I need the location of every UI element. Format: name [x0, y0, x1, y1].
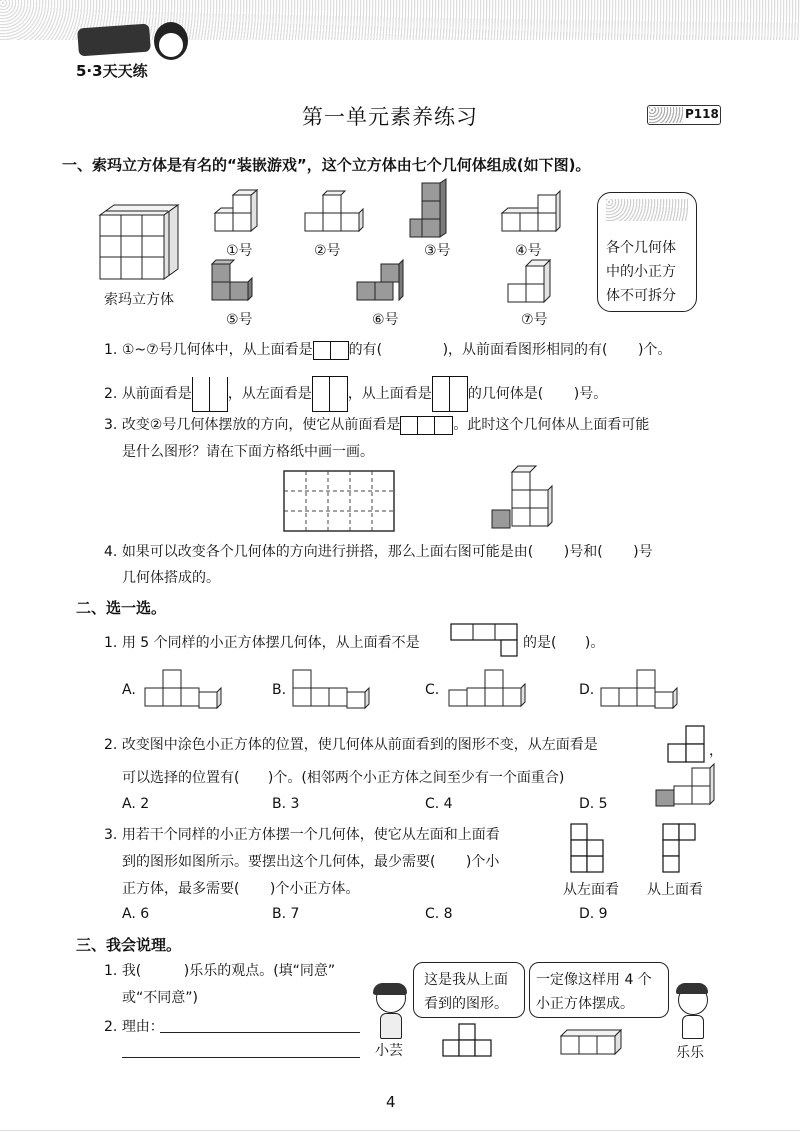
s3-q1-text-b: )乐乐的观点。(填“同意”	[183, 963, 336, 979]
s2-q3-line1	[104, 824, 500, 844]
s2-q2-figure	[656, 766, 716, 810]
s2-q3-text-line3a: 正方体，最多需要(	[122, 881, 240, 897]
s3-q2-text-a: 理由：	[121, 1019, 164, 1035]
piece-2-figure	[305, 193, 365, 238]
s1-q4-line2: 几何体搭成的。	[122, 570, 220, 586]
s1-q2-text-b: ，从左面看是	[227, 386, 312, 402]
xiaoyun-top-view-shape	[441, 1022, 497, 1060]
logo-badge	[77, 24, 151, 57]
s2-q1-option-b-figure	[293, 668, 373, 710]
s2-q2-line2	[122, 767, 564, 787]
piece-5-label: ⑤号	[226, 312, 253, 328]
boy-lele-icon	[672, 985, 712, 1041]
s2-q2-option-c[interactable]: C. 4	[425, 796, 453, 812]
bubble-lele-line2: 小正方体摆成。	[536, 996, 634, 1012]
s1-q2	[104, 376, 607, 412]
s3-reason-line-2[interactable]	[122, 1057, 360, 1058]
piece-7-label: ⑦号	[521, 312, 548, 328]
brand-logo	[70, 20, 190, 88]
note-line-2: 中的小正方	[606, 264, 676, 280]
s1-q4-text-c: )号	[633, 544, 653, 560]
note-line-1: 各个几何体	[606, 240, 676, 256]
logo-text: 5·3天天练	[76, 62, 148, 80]
s1-q1	[104, 339, 671, 360]
s1-q3-text-b: 。此时这个几何体从上面看可能	[453, 417, 650, 433]
s1-q2-front-view-shape	[192, 377, 228, 412]
s1-combined-figure	[490, 468, 560, 530]
s3-q1-line2: 或“不同意”)	[122, 990, 198, 1006]
s2-q1-top-view-shape	[451, 624, 521, 658]
s2-q2-text-a: 改变图中涂色小正方体的位置，使几何体从前面看到的图形不变，从左面看是	[121, 737, 598, 753]
s3-reason-line-1[interactable]	[160, 1032, 360, 1033]
s1-q3-text-a: 改变②号几何体摆放的方向，使它从前面看是	[121, 417, 401, 433]
s1-q4-num: 4.	[104, 544, 118, 560]
piece-1-label: ①号	[226, 243, 253, 259]
section3-heading: 三、我会说理。	[76, 936, 182, 954]
s2-q3-line2	[122, 851, 499, 871]
note-box	[597, 192, 697, 312]
s3-q1-num: 1.	[104, 963, 118, 979]
piece-3-figure	[410, 183, 460, 241]
s2-q1-option-a-figure	[145, 668, 225, 710]
note-line-3: 体不可拆分	[606, 288, 676, 304]
s2-q1-option-a[interactable]: A.	[122, 682, 136, 698]
s1-q1-top-view-shape	[313, 341, 349, 360]
s2-q3-num: 3.	[104, 827, 118, 843]
s2-q1-text-a: 用 5 个同样的小正方体摆几何体，从上面看不是	[121, 635, 420, 651]
s1-q2-left-view-shape	[312, 376, 348, 412]
s2-q3-text-line2a: 到的图形如图所示。要摆出这个几何体，最少需要(	[122, 854, 436, 870]
note-box-decoration	[606, 199, 688, 221]
s2-q3-left-view-label: 从左面看	[563, 882, 619, 898]
s2-q1-num: 1.	[104, 635, 118, 651]
s2-q1-option-c[interactable]: C.	[425, 682, 440, 698]
piece-1-figure	[215, 193, 265, 238]
s1-q4-text-b: )号和(	[563, 544, 603, 560]
s2-q3-text-line1: 用若干个同样的小正方体摆一个几何体，使它从左面和上面看	[121, 827, 500, 843]
piece-5-figure	[212, 262, 262, 307]
bubble-xiaoyun-line2: 看到的图形。	[424, 996, 508, 1012]
s1-q1-num: 1.	[104, 342, 118, 358]
lele-cubes-figure	[559, 1028, 629, 1058]
s1-q4	[104, 541, 653, 561]
s3-q2-num: 2.	[104, 1019, 118, 1035]
s2-q2-left-view-shape	[668, 724, 708, 764]
bubble-xiaoyun-line1: 这是我从上面	[424, 972, 508, 988]
page-title: 第一单元素养练习	[302, 105, 478, 129]
s2-q1	[104, 632, 420, 652]
grid-paper[interactable]	[284, 471, 396, 533]
speech-bubble-lele	[529, 962, 669, 1018]
s3-q1-text-a: 我(	[121, 963, 142, 979]
s1-q1-text-c: )，从前面看图形相同的有(	[442, 342, 608, 358]
s2-q3-text-line2b: )个小	[465, 854, 500, 870]
s1-q2-text-a: 从前面看是	[121, 386, 192, 402]
s1-q3	[104, 414, 649, 435]
s1-q2-text-c: ，从上面看是	[347, 386, 432, 402]
s1-q2-top-view-shape	[432, 376, 468, 412]
s2-q3-text-line3b: )个小正方体。	[269, 881, 360, 897]
s2-q3-top-view-figure	[663, 822, 703, 878]
s2-q2-num: 2.	[104, 737, 118, 753]
s2-q3-line3	[122, 878, 359, 898]
s2-q1-option-b[interactable]: B.	[272, 682, 287, 698]
s1-q3-num: 3.	[104, 417, 118, 433]
s2-q3-left-view-figure	[571, 822, 611, 878]
s1-q1-text-a: ①~⑦号几何体中，从上面看是	[121, 342, 313, 358]
s1-q2-text-d: 的几何体是(	[467, 386, 544, 402]
piece-4-label: ④号	[515, 243, 542, 259]
s2-q3-option-d[interactable]: D. 9	[579, 906, 608, 922]
s2-q2	[104, 734, 598, 754]
speech-bubble-xiaoyun	[413, 962, 525, 1018]
piece-2-label: ②号	[314, 243, 341, 259]
piece-3-label: ③号	[424, 243, 451, 259]
s3-q1	[104, 960, 335, 980]
s2-q1-tail	[523, 632, 604, 652]
s2-q1-option-c-figure	[449, 668, 529, 710]
piece-7-figure	[508, 262, 558, 307]
s1-q3-line2: 是什么图形？请在下面方格纸中画一画。	[122, 444, 374, 460]
page-number: 4	[386, 1093, 396, 1111]
s1-q2-text-e: )号。	[573, 386, 608, 402]
s2-q2-option-b[interactable]: B. 3	[272, 796, 300, 812]
footer-divider	[0, 1130, 800, 1131]
s1-q2-num: 2.	[104, 386, 118, 402]
bubble-lele-line1: 一定像这样用 4 个	[536, 972, 652, 988]
soma-cube-label: 索玛立方体	[104, 292, 174, 308]
s1-q4-text-a: 如果可以改变各个几何体的方向进行拼搭，那么上面右图可能是由(	[121, 544, 534, 560]
s2-q2-option-a[interactable]: A. 2	[122, 796, 150, 812]
s2-q2-text-line2a: 可以选择的位置有(	[122, 770, 240, 786]
answer-ref-icon	[649, 107, 683, 123]
name-lele: 乐乐	[676, 1045, 704, 1061]
s2-q1-option-d-figure	[601, 668, 681, 710]
piece-4-figure	[502, 193, 562, 238]
s3-q2	[104, 1016, 164, 1036]
s2-q3-option-c[interactable]: C. 8	[425, 906, 453, 922]
s2-q1-text-c: )。	[584, 635, 605, 651]
s2-q3-option-a[interactable]: A. 6	[122, 906, 150, 922]
s1-q1-text-b: 的有(	[348, 342, 383, 358]
s2-q2-option-d[interactable]: D. 5	[579, 796, 608, 812]
piece-6-label: ⑥号	[372, 312, 399, 328]
s2-q2-text-b: ，	[709, 743, 723, 759]
s2-q2-text-line2b: )个。(相邻两个小正方体之间至少有一个面重合)	[267, 770, 565, 786]
answer-ref-badge	[647, 105, 721, 125]
s1-q1-text-d: )个。	[637, 342, 672, 358]
s2-q1-option-d[interactable]: D.	[579, 682, 595, 698]
soma-cube-figure	[100, 205, 180, 285]
section1-heading: 一、索玛立方体是有名的“装嵌游戏”，这个立方体由七个几何体组成(如下图)。	[62, 156, 591, 174]
section2-heading: 二、选一选。	[76, 599, 167, 617]
name-xiaoyun: 小芸	[375, 1043, 403, 1059]
mascot-face-icon	[158, 32, 184, 58]
s2-q3-option-b[interactable]: B. 7	[272, 906, 300, 922]
girl-xiaoyun-icon	[370, 983, 410, 1039]
answer-ref-text: P118	[685, 107, 719, 121]
piece-6-figure	[357, 262, 407, 307]
s2-q3-top-view-label: 从上面看	[647, 882, 703, 898]
s1-q3-front-view-shape	[400, 416, 453, 435]
s2-q1-text-b: 的是(	[523, 635, 557, 651]
